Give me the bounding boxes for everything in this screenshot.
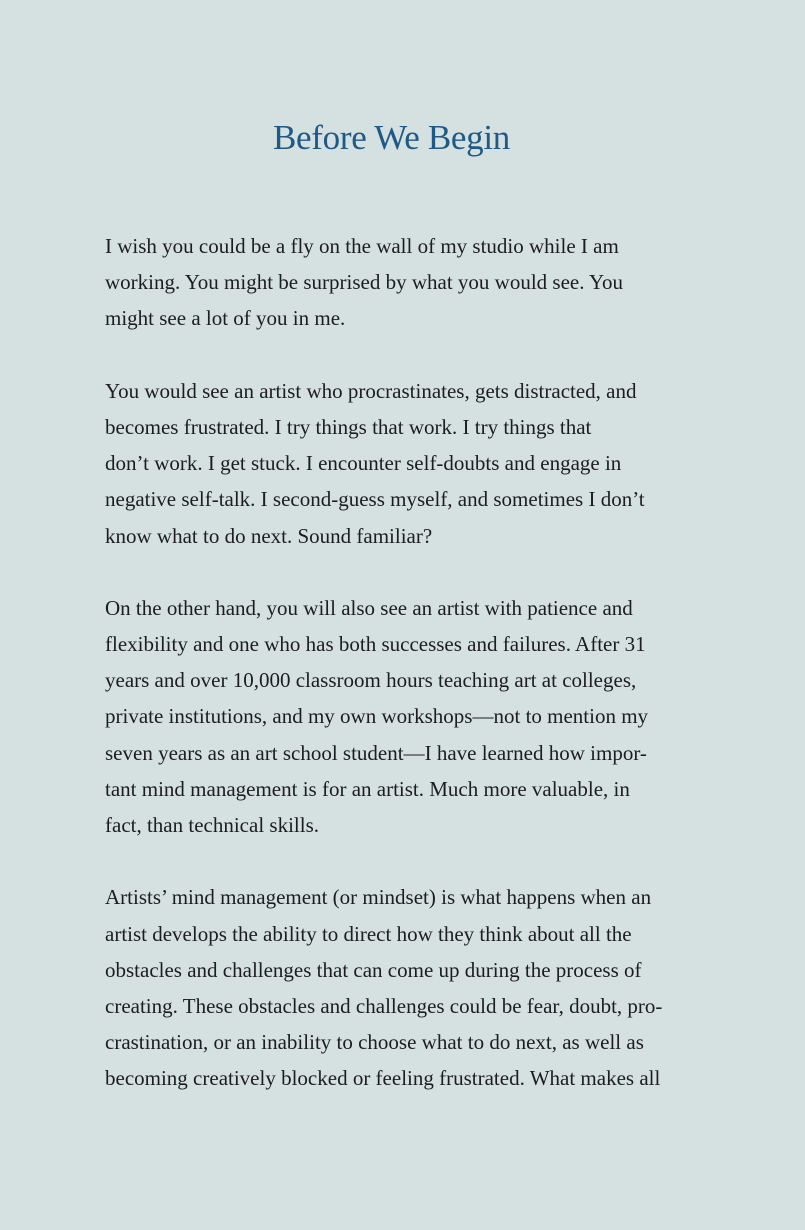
text-line: might see a lot of you in me.	[105, 306, 346, 331]
text-line: artist develops the ability to direct how they think about all the	[105, 921, 632, 946]
text-line: becoming creatively blocked or feeling frustrated. What makes all	[105, 1066, 661, 1091]
text-line: working. You might be surprised by what you would see. You	[105, 270, 624, 295]
text-line: private institutions, and my own workshops—not to mention my	[105, 704, 649, 729]
text-line: creating. These obstacles and challenges could be fear, doubt, pro-	[105, 993, 663, 1018]
text-line: seven years as an art school student—I have learned how impor-	[105, 740, 647, 765]
text-line: obstacles and challenges that can come up during the process of	[105, 957, 642, 982]
paragraph-4	[105, 879, 705, 1096]
text-line: years and over 10,000 classroom hours teaching art at colleges,	[105, 668, 637, 693]
text-line: flexibility and one who has both successes and failures. After 31	[105, 632, 646, 657]
text-line: You would see an artist who procrastinates, gets distracted, and	[105, 378, 637, 403]
text-line: fact, than technical skills.	[105, 813, 320, 837]
chapter-title: Before We Begin	[273, 118, 510, 157]
text-line: Artists’ mind management (or mindset) is what happens when an	[105, 885, 652, 910]
text-line: tant mind management is for an artist. Much more valuable, in	[105, 776, 630, 801]
text-line: I wish you could be a fly on the wall of my studio while I am	[105, 234, 619, 258]
text-line: crastination, or an inability to choose what to do next, as well as	[105, 1030, 644, 1055]
text-line: becomes frustrated. I try things that work. I try things that	[105, 414, 592, 439]
text-line: negative self-talk. I second-guess myself, and sometimes I don’t	[105, 487, 645, 512]
text-line: know what to do next. Sound familiar?	[105, 523, 433, 548]
paragraph-2	[105, 373, 705, 554]
text-line: don’t work. I get stuck. I encounter self-doubts and engage in	[105, 451, 622, 476]
text-line: On the other hand, you will also see an artist with patience and	[105, 595, 633, 620]
paragraph-1	[105, 228, 705, 337]
paragraph-3	[105, 590, 705, 843]
body-text	[105, 228, 705, 1133]
